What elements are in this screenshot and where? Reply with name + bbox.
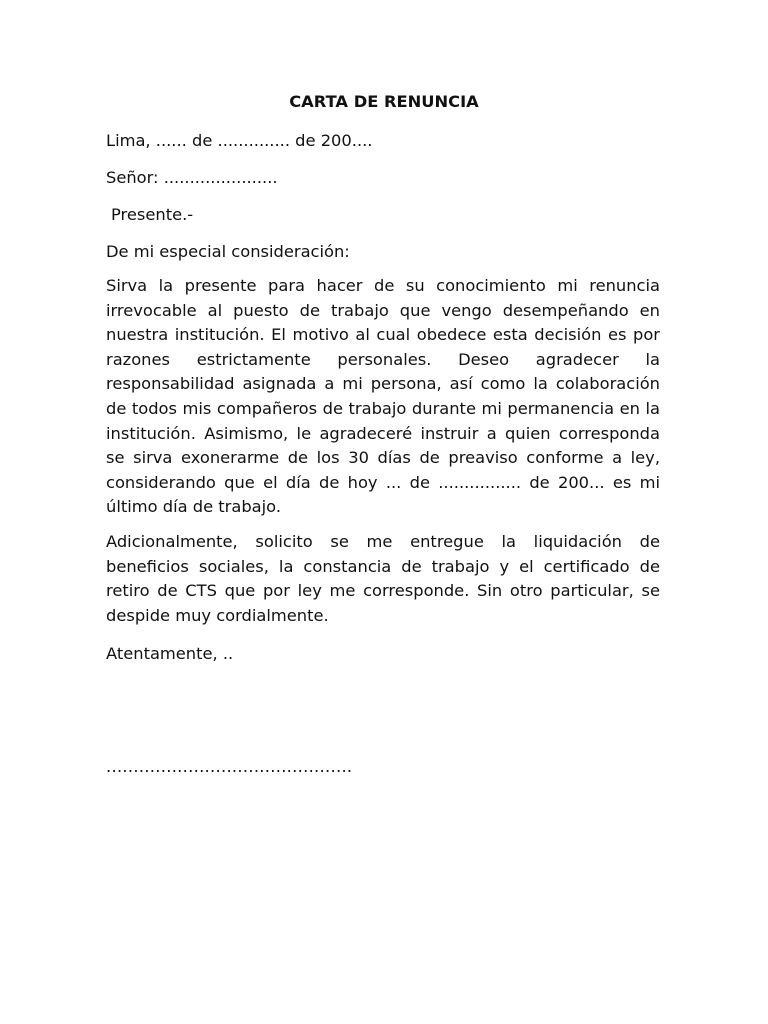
document-title: CARTA DE RENUNCIA	[289, 92, 479, 111]
salutation-line: De mi especial consideración:	[106, 242, 350, 261]
benefits-paragraph: Adicionalmente, solicito se me entregue la liquidación de beneficios sociales, la constancia de trabajo y el certificado de retiro de CTS que por ley me corresponde. Sin otro particular, se despide muy cordialmente.	[106, 532, 660, 625]
date-line: Lima, ...... de .............. de 200....	[106, 131, 373, 150]
presente-line: Presente.-	[111, 205, 194, 224]
resignation-paragraph: Sirva la presente para hacer de su conocimiento mi renuncia irrevocable al puesto de trabajo que vengo desempeñando en nuestra institución. El motivo al cual obedece esta decisión es por razones estrictamente personales. Deseo agradecer la responsabilidad asignada a mi persona, así como la colaboración de todos mis compañeros de trabajo durante mi permanencia en la institución. Asimismo, le agradeceré instruir a quien corresponda se sirva exonerarme de los 30 días de preaviso conforme a ley, considerando que el día de hoy ... de ................ de 200... es mi último día de trabajo.	[106, 276, 660, 517]
signature-line: .............................................	[106, 757, 353, 776]
addressee-line: Señor: ......................	[106, 168, 278, 187]
closing-line: Atentamente, ..	[106, 644, 234, 663]
